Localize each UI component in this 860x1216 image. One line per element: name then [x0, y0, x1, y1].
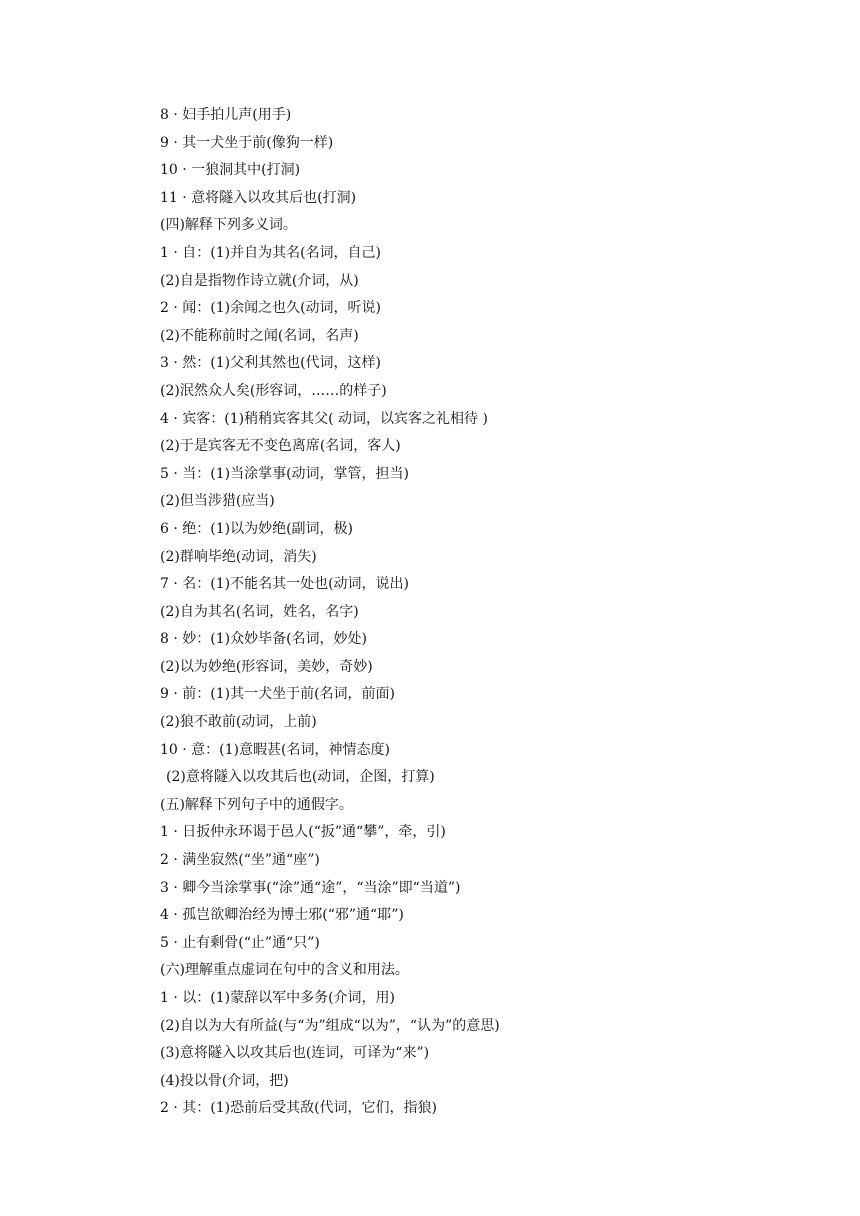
text-line: 3 · 然：(1)父利其然也(代词，这样): [160, 355, 382, 372]
text-line: 4 · 宾客：(1)稍稍宾客其父( 动词，以宾客之礼相待 ): [160, 410, 488, 427]
text-line: (4)投以骨(介词，把): [160, 1072, 289, 1089]
text-line: (2)自以为大有所益(与“为”组成“以为”，“认为”的意思): [160, 1017, 500, 1034]
section-heading: (四)解释下列多义词。: [160, 217, 297, 234]
document-body: [160, 102, 800, 1123]
text-line: (2)但当涉猎(应当): [160, 493, 275, 510]
text-line: (3)意将隧入以攻其后也(连词，可译为“来”): [160, 1045, 430, 1062]
text-line: 9 · 前：(1)其一犬坐于前(名词，前面): [160, 686, 396, 703]
text-line: 1 · 以：(1)蒙辞以军中多务(介词，用): [160, 990, 396, 1006]
text-line: 11 · 意将隧入以攻其后也(打洞): [160, 189, 357, 206]
text-line: (2)以为妙绝(形容词，美妙，奇妙): [160, 658, 373, 675]
text-line: 1 · 自：(1)并自为其名(名词，自己): [160, 244, 382, 261]
text-line: 10 · 意：(1)意暇甚(名词，神情态度): [160, 741, 390, 758]
text-line: (2)自是指物作诗立就(介词，从): [160, 272, 359, 289]
text-line: 8 · 妙：(1)众妙毕备(名词，妙处): [160, 631, 368, 648]
text-line: (2)自为其名(名词，姓名，名字): [160, 603, 359, 620]
text-line: 5 · 当：(1)当涂掌事(动词，掌管，担当): [160, 465, 410, 482]
text-line: (2)不能称前时之闻(名词，名声): [160, 327, 359, 344]
text-line: 3 · 卿今当涂掌事(“涂”通“途”，“当涂”即“当道”): [160, 879, 461, 896]
text-line: 2 · 闻：(1)余闻之也久(动词，听说): [160, 300, 382, 317]
text-line: 7 · 名：(1)不能名其一处也(动词，说出): [160, 576, 410, 593]
section-heading: (六)理解重点虚词在句中的含义和用法。: [160, 962, 409, 979]
text-line: 9 · 其一犬坐于前(像狗一样): [160, 134, 334, 151]
section-heading: (五)解释下列句子中的通假字。: [160, 796, 353, 813]
text-line: 5 · 止有剩骨(“止”通“只”): [160, 934, 320, 951]
text-line: 4 · 孤岂欲卿治经为博士邪(“邪”通“耶”): [160, 907, 404, 924]
text-line: 2 · 满坐寂然(“坐”通“座”): [160, 852, 320, 869]
text-line: 8 · 妇手拍儿声(用手): [160, 107, 292, 123]
text-line: (2)狼不敢前(动词，上前): [160, 714, 317, 731]
text-line: (2)群响毕绝(动词，消失): [160, 548, 317, 565]
text-line: (2)意将隧入以攻其后也(动词，企图，打算): [166, 769, 435, 786]
text-line: 1 · 日扳仲永环谒于邑人(“扳”通“攀”，牵，引): [160, 824, 446, 841]
text-line: (2)于是宾客无不变色离席(名词，客人): [160, 438, 401, 455]
text-line: (2)泯然众人矣(形容词，……的样子): [160, 382, 387, 399]
text-line: 2 · 其：(1)恐前后受其敌(代词，它们，指狼): [160, 1100, 438, 1117]
text-line: 10 · 一狼洞其中(打洞): [160, 162, 301, 179]
text-line: 6 · 绝：(1)以为妙绝(副词，极): [160, 520, 354, 537]
